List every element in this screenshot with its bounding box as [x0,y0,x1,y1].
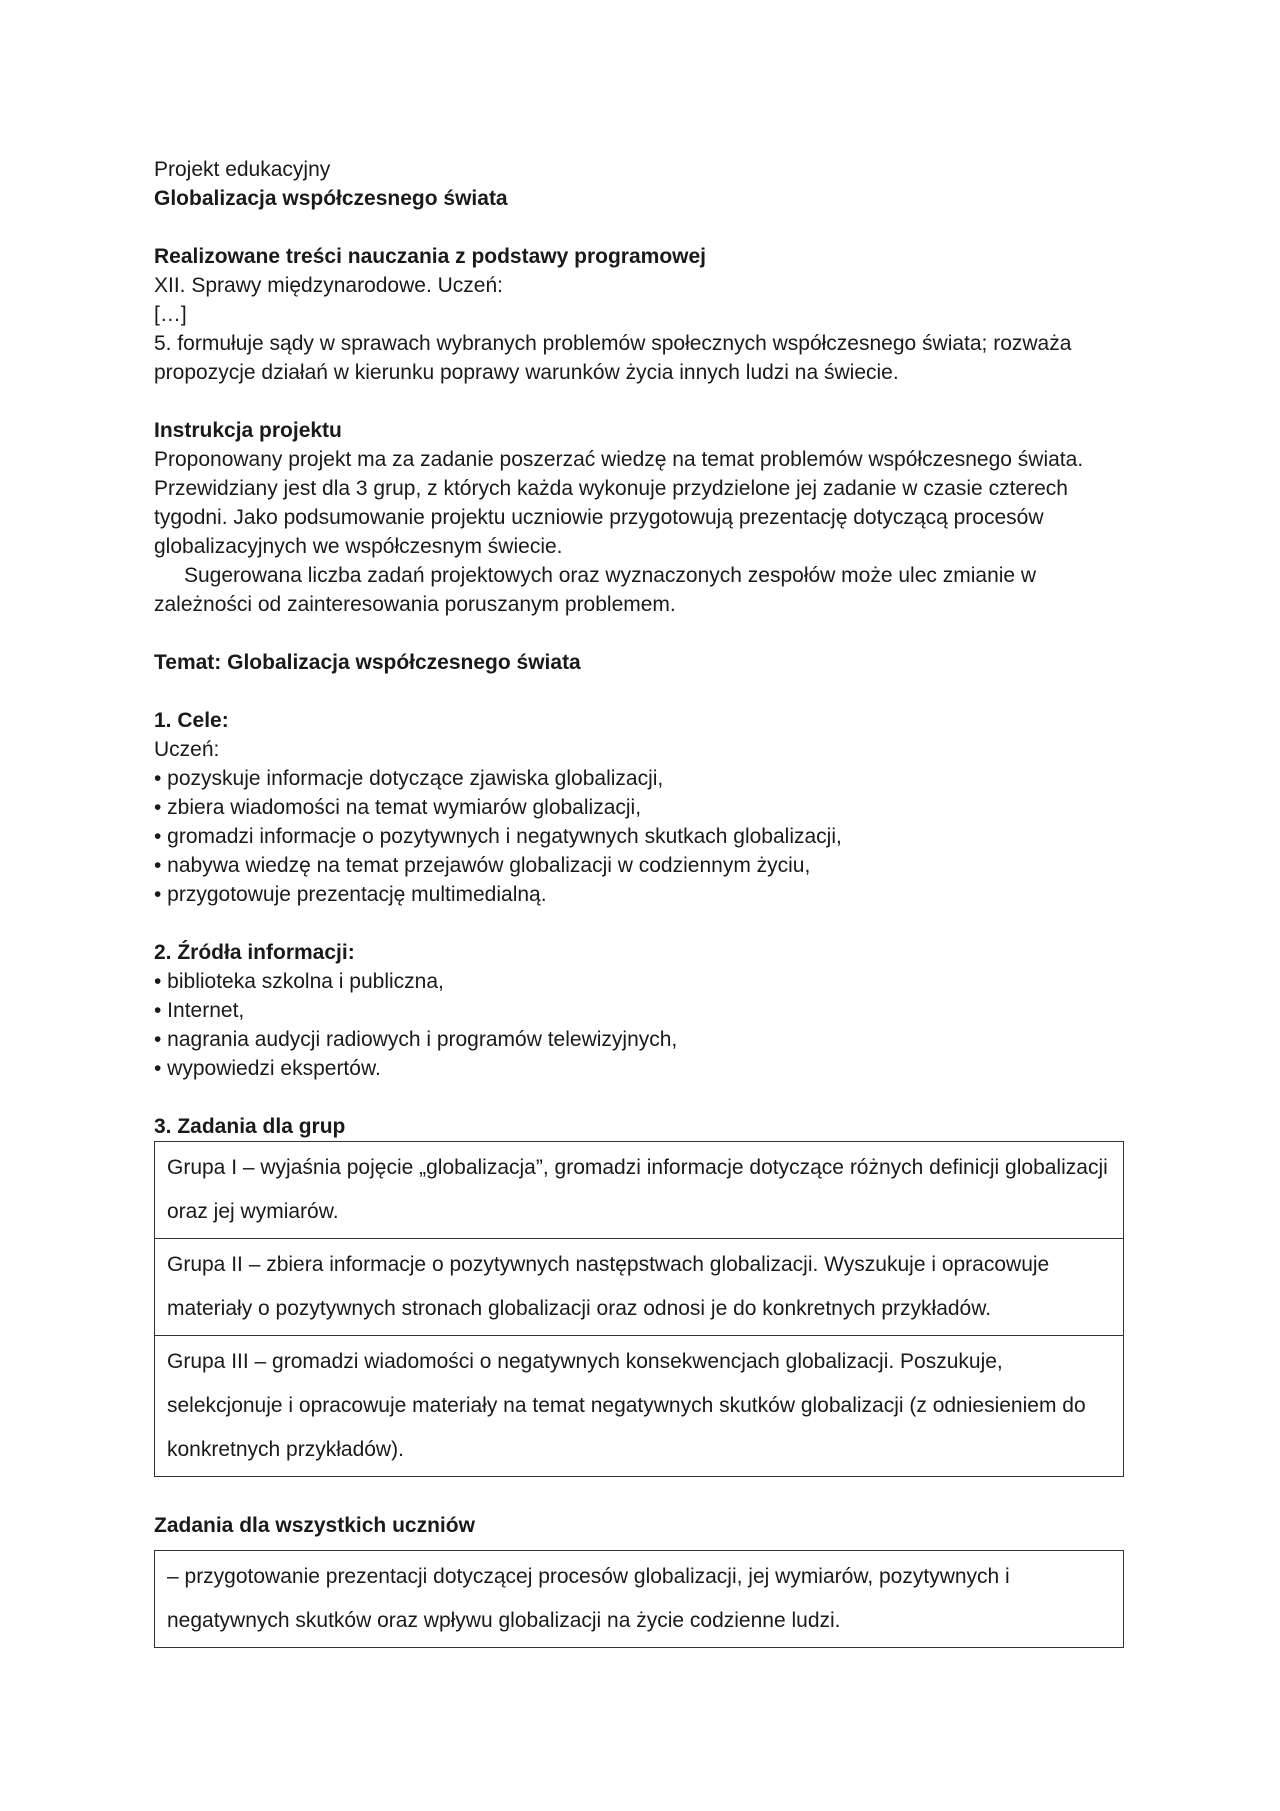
goal-item: • pozyskuje informacje dotyczące zjawiska globalizacji, [154,767,664,790]
all-tasks-table [154,1550,1124,1648]
all-tasks-cell: – przygotowanie prezentacji dotyczącej procesów globalizacji, jej wymiarów, pozytywnych i negatywnych skutków oraz wpływu globalizacji na życie codzienne ludzi. [155,1551,1124,1648]
source-item: • wypowiedzi ekspertów. [154,1057,381,1080]
group-tasks-table [154,1141,1124,1477]
curriculum-section: XII. Sprawy międzynarodowe. Uczeń: [154,274,503,297]
project-label: Projekt edukacyjny [154,158,331,181]
sources-heading: 2. Źródła informacji: [154,941,355,964]
goal-item: • gromadzi informacje o pozytywnych i negatywnych skutkach globalizacji, [154,825,842,848]
all-tasks-heading: Zadania dla wszystkich uczniów [154,1514,475,1537]
goal-item: • przygotowuje prezentację multimedialną. [154,883,547,906]
group-tasks-heading: 3. Zadania dla grup [154,1115,346,1138]
curriculum-item: 5. formułuje sądy w sprawach wybranych problemów społecznych współczesnego świata; rozważa propozycje działań w kierunku poprawy warunków życia innych ludzi na świecie. [154,332,1072,384]
goals-intro: Uczeń: [154,738,220,761]
table-row [155,1336,1124,1477]
table-row [155,1239,1124,1336]
group-task-cell: Grupa III – gromadzi wiadomości o negatywnych konsekwencjach globalizacji. Poszukuje, selekcjonuje i opracowuje materiały na temat negatywnych skutków globalizacji (z odniesieniem do konkretnych przykładów). [155,1336,1124,1477]
source-item: • nagrania audycji radiowych i programów telewizyjnych, [154,1028,678,1051]
group-task-cell: Grupa II – zbiera informacje o pozytywnych następstwach globalizacji. Wyszukuje i opracowuje materiały o pozytywnych stronach globalizacji oraz odnosi je do konkretnych przykładów. [155,1239,1124,1336]
instructions-heading: Instrukcja projektu [154,419,342,442]
curriculum-ellipsis: […] [154,303,187,326]
group-task-cell: Grupa I – wyjaśnia pojęcie „globalizacja”, gromadzi informacje dotyczące różnych definicji globalizacji oraz jej wymiarów. [155,1142,1124,1239]
goal-item: • zbiera wiadomości na temat wymiarów globalizacji, [154,796,642,819]
topic-heading: Temat: Globalizacja współczesnego świata [154,651,581,674]
source-item: • biblioteka szkolna i publiczna, [154,970,444,993]
document-title: Globalizacja współczesnego świata [154,187,508,210]
curriculum-heading: Realizowane treści nauczania z podstawy programowej [154,245,706,268]
goals-heading: 1. Cele: [154,709,229,732]
instructions-paragraph-1: Proponowany projekt ma za zadanie poszerzać wiedzę na temat problemów współczesnego świata. Przewidziany jest dla 3 grup, z których każda wykonuje przydzielone jej zadanie w czasie czterech tygodni. Jako podsumowanie projektu uczniowie przygotowują prezentację dotyczącą procesów globalizacyjnych we współczesnym świecie. [154,448,1084,558]
source-item: • Internet, [154,999,245,1022]
table-row [155,1142,1124,1239]
goal-item: • nabywa wiedzę na temat przejawów globalizacji w codziennym życiu, [154,854,811,877]
document-page [154,155,1124,1648]
table-row [155,1551,1124,1648]
instructions-paragraph-2: Sugerowana liczba zadań projektowych oraz wyznaczonych zespołów może ulec zmianie w zależności od zainteresowania poruszanym problemem. [154,564,1037,616]
